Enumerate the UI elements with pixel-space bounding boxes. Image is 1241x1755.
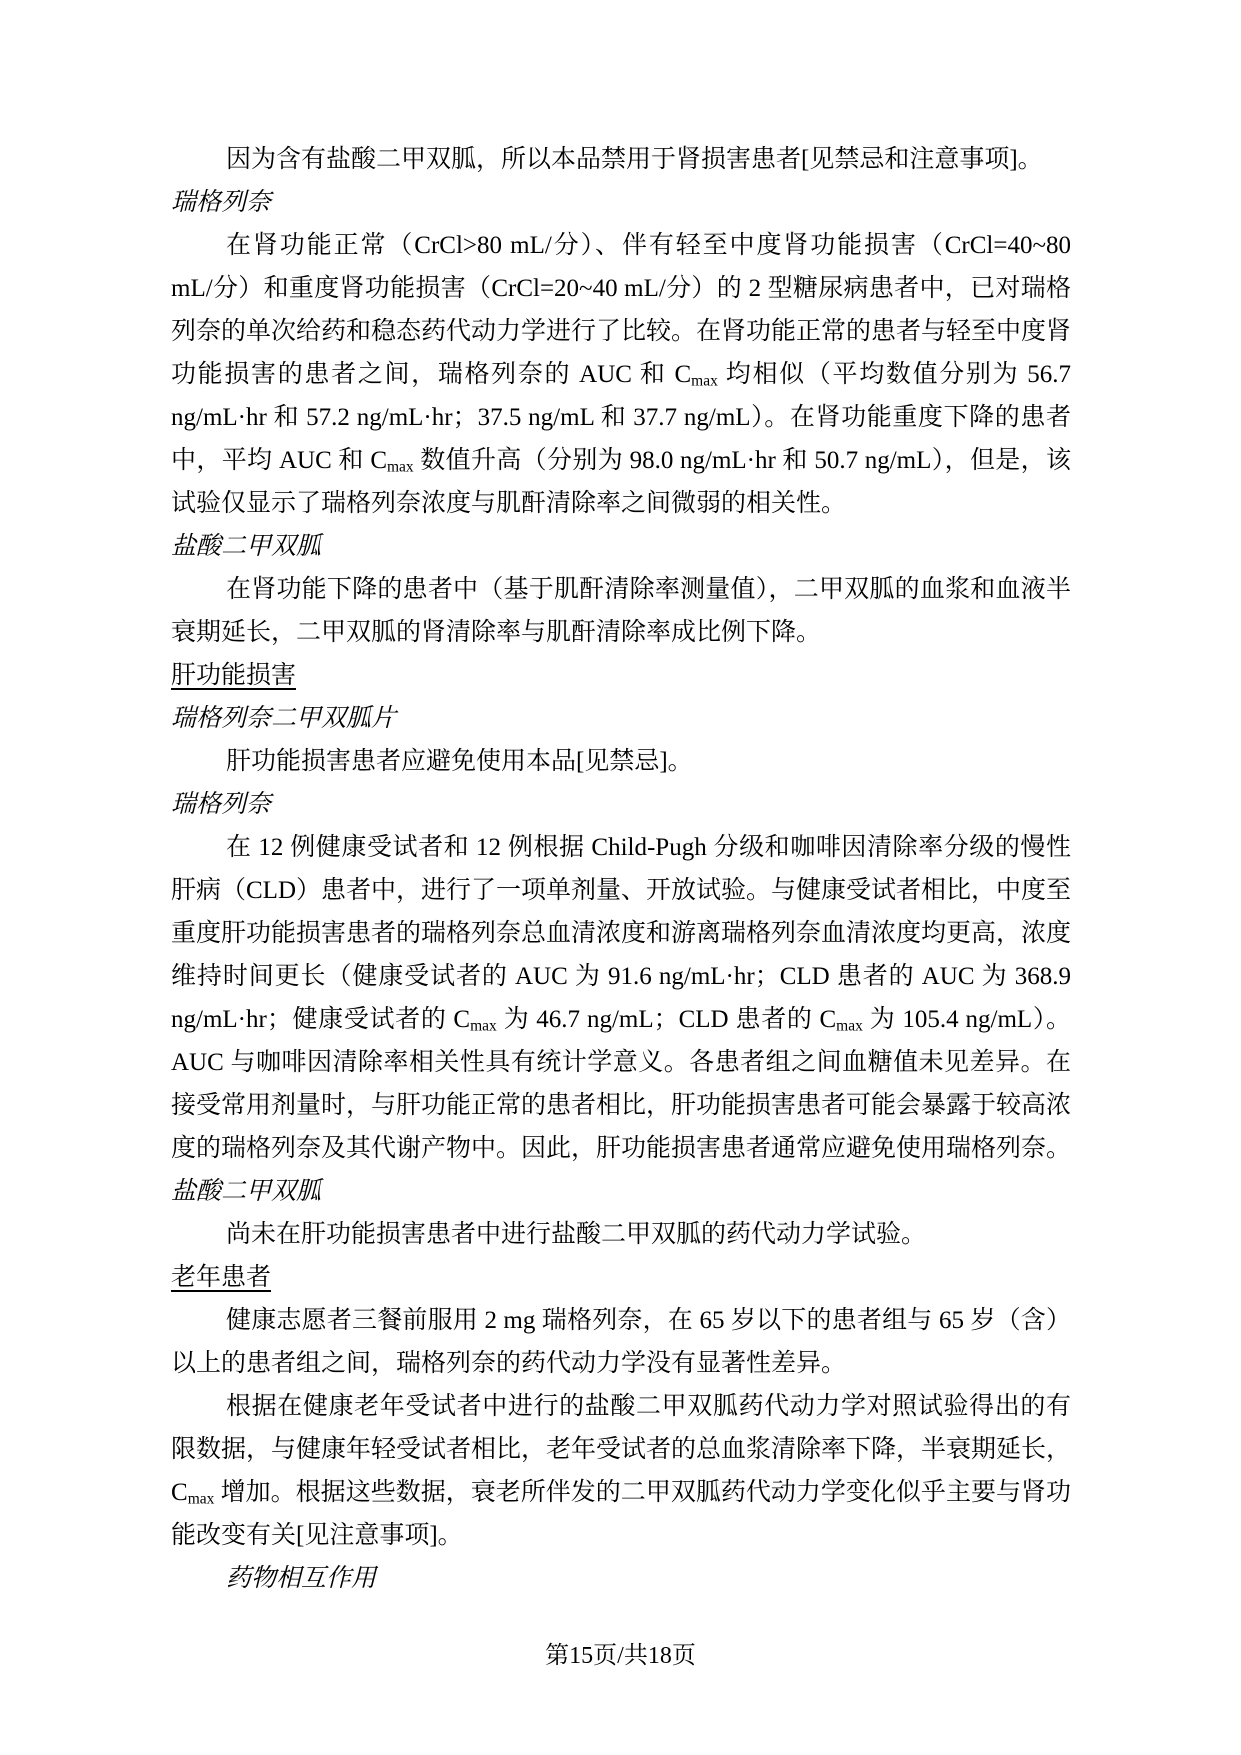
subscript: max (187, 1490, 215, 1508)
subsection-heading: 瑞格列奈 (171, 189, 272, 216)
paragraph: 尚未在肝功能损害患者中进行盐酸二甲双胍的药代动力学试验。 (226, 1221, 927, 1248)
document-body (171, 138, 1071, 1600)
subsection-heading: 瑞格列奈二甲双胍片 (171, 705, 397, 732)
subsection-heading: 盐酸二甲双胍 (171, 533, 322, 560)
section-heading: 老年患者 (171, 1264, 272, 1291)
paragraph: 在肾功能正常（CrCl>80 mL/分）、伴有轻至中度肾功能损害（CrCl=40~80 mL/分）和重度肾功能损害（CrCl=20~40 mL/分）的 2 型糖尿病患者中，已对瑞格列奈的单次给药和稳态药代动力学进行了比较。在肾功能正常的患者与轻至中度肾功能损害的患者之间，瑞格列奈的 AUC 和 $C_{max}$ 均相似（平均数值分别为 56.7 ng/mL·hr 和 57.2 ng/mL·hr；37.5 ng/mL 和 37.7 ng/mL）。在肾功能重度下降的患者中，平均 AUC 和 $C_{max}$ 数值升高（分别为 98.0 ng/mL·hr 和 50.7 ng/mL），但是，该试验仅显示了瑞格列奈浓度与肌酐清除率之间微弱的相关性。 (171, 232, 1072, 517)
subscript: max (691, 372, 718, 390)
paragraph: 在肾功能下降的患者中（基于肌酐清除率测量值），二甲双胍的血浆和血液半衰期延长，二甲双胍的肾清除率与肌酐清除率成比例下降。 (171, 576, 1071, 646)
subscript: max (470, 1017, 497, 1035)
paragraph: 健康志愿者三餐前服用 2 mg 瑞格列奈，在 65 岁以下的患者组与 65 岁（含）以上的患者组之间，瑞格列奈的药代动力学没有显著性差异。 (171, 1307, 1071, 1377)
subsection-heading: 盐酸二甲双胍 (171, 1178, 322, 1205)
paragraph: 肝功能损害患者应避免使用本品[见禁忌]。 (226, 748, 693, 775)
subsection-heading: 瑞格列奈 (171, 791, 272, 818)
page-number-footer: 第15页/共18页 (545, 1643, 696, 1669)
paragraph: 根据在健康老年受试者中进行的盐酸二甲双胍药代动力学对照试验得出的有限数据，与健康年轻受试者相比，老年受试者的总血浆清除率下降，半衰期延长，$C_{max}$ 增加。根据这些数据，衰老所伴发的二甲双胍药代动力学变化似乎主要与肾功能改变有关[见注意事项]。 (171, 1393, 1072, 1549)
paragraph: 在 12 例健康受试者和 12 例根据 Child-Pugh 分级和咖啡因清除率分级的慢性肝病（CLD）患者中，进行了一项单剂量、开放试验。与健康受试者相比，中度至重度肝功能损害患者的瑞格列奈总血清浓度和游离瑞格列奈血清浓度均更高，浓度维持时间更长（健康受试者的 AUC 为 91.6 ng/mL·hr；CLD 患者的 AUC 为 368.9 ng/mL·hr；健康受试者的 $C_{max}$ 为 46.7 ng/mL；CLD 患者的 $C_{max}$ 为 105.4 ng/mL）。AUC 与咖啡因清除率相关性具有统计学意义。各患者组之间血糖值未见差异。在接受常用剂量时，与肝功能正常的患者相比，肝功能损害患者可能会暴露于较高浓度的瑞格列奈及其代谢产物中。因此，肝功能损害患者通常应避免使用瑞格列奈。 (171, 834, 1072, 1162)
subscript: max (836, 1017, 863, 1035)
section-heading: 肝功能损害 (171, 662, 297, 689)
subscript: max (387, 458, 414, 476)
paragraph: 因为含有盐酸二甲双胍，所以本品禁用于肾损害患者[见禁忌和注意事项]。 (226, 146, 1043, 173)
subsection-heading: 药物相互作用 (226, 1565, 377, 1592)
